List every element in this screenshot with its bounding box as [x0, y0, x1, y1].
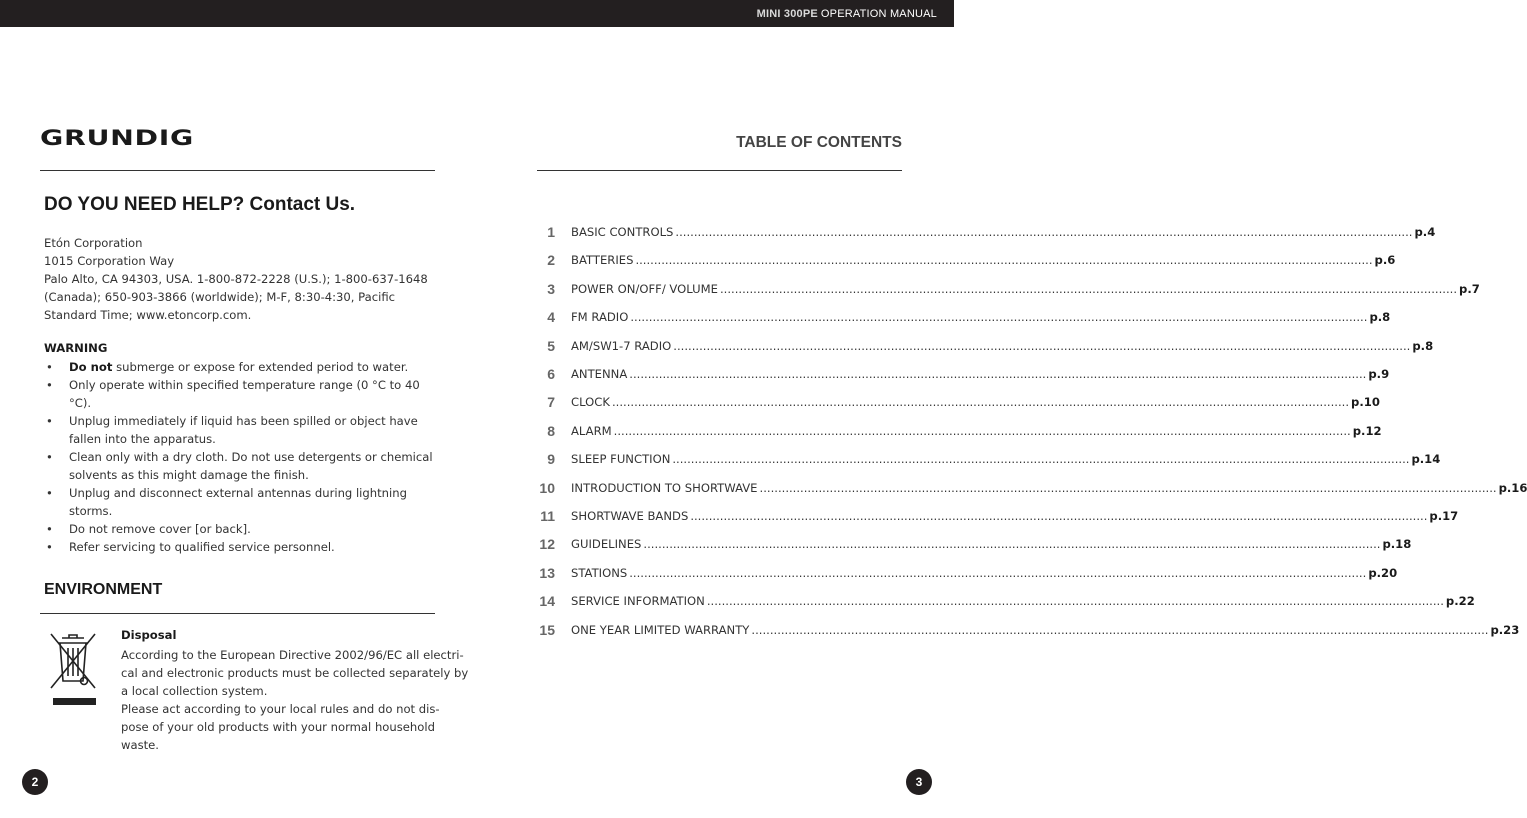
warning-item — [44, 484, 436, 520]
bullet: • — [46, 450, 53, 464]
toc-number: 7 — [547, 394, 555, 411]
toc-entry[interactable] — [533, 252, 1396, 270]
contact-line: Etón Corporation — [44, 236, 143, 250]
disposal-line: According to the European Directive 2002/96/EC all electri- — [121, 648, 464, 662]
toc-line — [571, 537, 1412, 552]
crossed-bin-icon — [48, 630, 98, 708]
warning-title: WARNING — [44, 341, 108, 355]
toc-page: p.7 — [1459, 281, 1480, 296]
toc-number: 4 — [547, 309, 555, 326]
toc-leader-dots: ........................................................................................................................................................................................................ — [613, 423, 1351, 438]
toc-number: 5 — [547, 337, 555, 354]
contact-line: Standard Time; www.etoncorp.com. — [44, 308, 252, 322]
toc-entry[interactable] — [533, 337, 1434, 356]
toc-entry[interactable] — [533, 309, 1391, 327]
toc-page: p.22 — [1445, 594, 1475, 609]
bullet: • — [46, 414, 53, 428]
toc-line — [571, 338, 1434, 353]
toc-leader-dots: ........................................................................................................................................................................................................ — [706, 594, 1444, 609]
toc-label: SERVICE INFORMATION — [571, 594, 705, 609]
toc-page: p.6 — [1374, 253, 1396, 268]
toc-label: AM/SW1-7 RADIO — [571, 338, 672, 353]
toc-line — [571, 509, 1459, 523]
toc-line — [571, 565, 1398, 580]
toc-entry[interactable] — [533, 224, 1436, 242]
toc-line — [571, 225, 1436, 239]
toc-leader-dots: ........................................................................................................................................................................................................ — [630, 310, 1368, 325]
toc-page: p.8 — [1412, 338, 1434, 353]
toc-label: BASIC CONTROLS — [571, 225, 674, 239]
toc-label: GUIDELINES — [571, 537, 642, 552]
disposal-line: pose of your old products with your normal household — [121, 720, 435, 734]
environment-title: ENVIRONMENT — [44, 581, 163, 598]
toc-entry[interactable] — [533, 564, 1398, 583]
toc-entry[interactable] — [533, 593, 1475, 611]
toc-number: 10 — [539, 479, 555, 496]
right-top-divider — [537, 170, 902, 171]
toc-line — [571, 367, 1390, 381]
toc-leader-dots: ........................................................................................................................................................................................................ — [719, 281, 1458, 296]
toc-page: p.17 — [1429, 509, 1459, 523]
toc-entry[interactable] — [533, 621, 1520, 640]
warning-item — [44, 448, 436, 484]
toc-page: p.18 — [1382, 537, 1412, 552]
environment-divider — [40, 613, 435, 614]
bullet: • — [46, 486, 53, 500]
contact-line: (Canada); 650-903-3866 (worldwide); M-F, 8:30-4:30, Pacific — [44, 290, 396, 304]
toc-label: SHORTWAVE BANDS — [571, 509, 689, 523]
toc-label: BATTERIES — [571, 253, 634, 268]
toc-entry[interactable] — [533, 451, 1441, 469]
bullet: • — [46, 522, 53, 536]
bullet: • — [46, 378, 53, 392]
warning-item — [44, 412, 436, 448]
toc-line — [571, 281, 1480, 296]
toc-leader-dots: ........................................................................................................................................................................................................ — [673, 338, 1411, 353]
toc-page: p.14 — [1411, 452, 1441, 467]
header-model: MINI 300PE — [756, 8, 818, 20]
toc-entry[interactable] — [533, 508, 1459, 526]
toc-entry[interactable] — [533, 366, 1390, 384]
toc-number: 15 — [539, 621, 555, 638]
toc-label: INTRODUCTION TO SHORTWAVE — [571, 480, 758, 495]
disposal-line: Please act according to your local rules and do not dis- — [121, 702, 440, 716]
toc-leader-dots: ........................................................................................................................................................................................................ — [635, 253, 1373, 268]
help-heading: DO YOU NEED HELP? Contact Us. — [44, 194, 356, 215]
toc-number: 6 — [547, 366, 555, 382]
toc-entry[interactable] — [533, 536, 1412, 554]
toc-line — [571, 423, 1382, 438]
toc-number: 8 — [547, 422, 555, 439]
warning-text: Unplug immediately if liquid has been spilled or object have fallen into the apparatus. — [69, 414, 418, 446]
header-bar — [0, 0, 954, 27]
toc-leader-dots: ........................................................................................................................................................................................................ — [759, 480, 1497, 495]
toc-number: 14 — [539, 593, 555, 610]
toc-title: TABLE OF CONTENTS — [736, 134, 902, 151]
warning-item — [44, 376, 436, 412]
warning-text: Do not remove cover [or back]. — [69, 522, 251, 536]
warning-item — [44, 538, 436, 556]
contact-line: 1015 Corporation Way — [44, 254, 175, 268]
toc-page: p.20 — [1368, 565, 1398, 580]
header-title — [757, 8, 937, 20]
toc-line — [571, 395, 1380, 410]
warning-text: Unplug and disconnect external antennas during lightning storms. — [69, 486, 407, 518]
toc-leader-dots: ........................................................................................................................................................................................................ — [629, 565, 1367, 580]
warning-text: submerge or expose for extended period to water. — [112, 360, 409, 374]
toc-number: 12 — [539, 536, 555, 553]
disposal-line: a local collection system. — [121, 684, 268, 698]
toc-entry[interactable] — [533, 479, 1527, 498]
page-number-right: 3 — [906, 769, 932, 795]
toc-leader-dots: ........................................................................................................................................................................................................ — [611, 395, 1350, 410]
toc-line — [571, 622, 1520, 637]
toc-entry[interactable] — [533, 280, 1480, 299]
toc-number: 13 — [539, 564, 555, 581]
bullet: • — [46, 360, 53, 374]
header-manual: OPERATION MANUAL — [820, 8, 937, 20]
toc-label: CLOCK — [571, 395, 610, 410]
disposal-text — [121, 646, 469, 754]
disposal-line: cal and electronic products must be collected separately by — [121, 666, 469, 680]
toc-number: 9 — [547, 451, 555, 468]
bullet: • — [46, 540, 53, 554]
contact-block — [44, 234, 436, 324]
toc-line — [571, 480, 1527, 495]
disposal-line: waste. — [121, 738, 159, 752]
logo-text: GRUNDIG — [40, 126, 194, 150]
warning-emphasis: Do not — [69, 360, 113, 374]
warning-text: Refer servicing to qualified service personnel. — [69, 540, 335, 554]
toc-page: p.23 — [1490, 622, 1520, 637]
toc-label: POWER ON/OFF/ VOLUME — [571, 281, 718, 296]
disposal-title: Disposal — [121, 628, 177, 642]
toc-number: 2 — [547, 252, 555, 269]
toc-entry[interactable] — [533, 422, 1382, 441]
toc-label: STATIONS — [571, 565, 628, 580]
toc-leader-dots: ........................................................................................................................................................................................................ — [690, 509, 1428, 523]
toc-label: ALARM — [571, 423, 612, 438]
toc-page: p.9 — [1368, 367, 1390, 381]
toc-page: p.12 — [1352, 423, 1382, 438]
toc-line — [571, 310, 1391, 325]
contact-line: Palo Alto, CA 94303, USA. 1-800-872-2228 (U.S.); 1-800-637-1648 — [44, 272, 428, 286]
toc-entry[interactable] — [533, 394, 1380, 412]
left-top-divider — [40, 170, 435, 171]
warning-text: Clean only with a dry cloth. Do not use detergents or chemical solvents as this might damage the finish. — [69, 450, 433, 482]
page-number-left: 2 — [22, 769, 48, 795]
toc-page: p.10 — [1351, 395, 1380, 410]
toc-leader-dots: ........................................................................................................................................................................................................ — [675, 225, 1413, 239]
warning-item — [44, 358, 436, 376]
toc-label: ANTENNA — [571, 367, 628, 381]
toc-line — [571, 253, 1396, 268]
warning-list — [44, 358, 436, 556]
toc-label: SLEEP FUNCTION — [571, 452, 671, 467]
grundig-logo — [40, 127, 202, 149]
toc-page: p.4 — [1414, 225, 1436, 239]
toc-leader-dots: ........................................................................................................................................................................................................ — [643, 537, 1381, 552]
toc-line — [571, 594, 1475, 609]
toc-label: ONE YEAR LIMITED WARRANTY — [571, 622, 750, 637]
toc-leader-dots: ........................................................................................................................................................................................................ — [629, 367, 1367, 381]
warning-text: Only operate within specified temperature range (0 °C to 40 °C). — [69, 378, 420, 410]
warning-item — [44, 520, 436, 538]
toc-number: 11 — [540, 508, 555, 524]
toc-number: 3 — [547, 280, 555, 297]
toc-line — [571, 452, 1441, 467]
toc-label: FM RADIO — [571, 310, 629, 325]
toc-leader-dots: ........................................................................................................................................................................................................ — [751, 622, 1489, 637]
toc-page: p.16 — [1498, 480, 1527, 495]
toc-page: p.8 — [1369, 310, 1391, 325]
toc-leader-dots: ........................................................................................................................................................................................................ — [672, 452, 1410, 467]
toc-number: 1 — [547, 224, 555, 240]
